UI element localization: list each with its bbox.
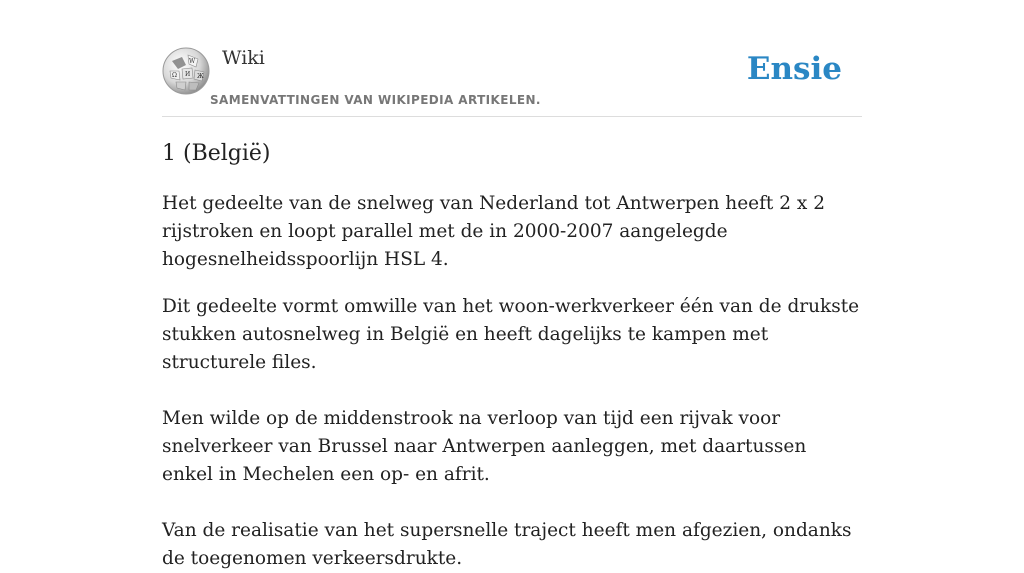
site-tagline: SAMENVATTINGEN VAN WIKIPEDIA ARTIKELEN. [210, 93, 541, 107]
svg-text:Ω: Ω [172, 72, 177, 79]
article-title: 1 (België) [162, 141, 271, 166]
site-name[interactable]: Wiki [222, 47, 265, 69]
site-header [162, 40, 862, 117]
article [162, 138, 862, 573]
paragraph-spacer [162, 377, 862, 405]
article-paragraph-3: Men wilde op de middenstrook na verloop van tijd een rijvak voor snelverkeer van Brussel naar Antwerpen aanleggen, met daartussen enkel in Mechelen een op- en afrit. [162, 408, 807, 485]
article-paragraph-1: Het gedeelte van de snelweg van Nederland tot Antwerpen heeft 2 x 2 rijstroken en loopt parallel met de in 2000-2007 aangelegde hogesnelheidsspoorlijn HSL 4. [162, 193, 825, 270]
brand-logo-link[interactable]: Ensie [746, 51, 842, 87]
svg-text:И: И [185, 71, 191, 78]
svg-text:W: W [189, 58, 196, 65]
wikipedia-globe-icon[interactable] [162, 47, 210, 95]
svg-text:Ж: Ж [197, 73, 204, 80]
paragraph-spacer [162, 489, 862, 517]
article-paragraph-4: Van de realisatie van het supersnelle traject heeft men afgezien, ondanks de toegenomen verkeersdrukte. [162, 520, 852, 569]
article-paragraph-2: Dit gedeelte vormt omwille van het woon-werkverkeer één van de drukste stukken autosnelweg in België en heeft dagelijks te kampen met structurele files. [162, 296, 860, 373]
